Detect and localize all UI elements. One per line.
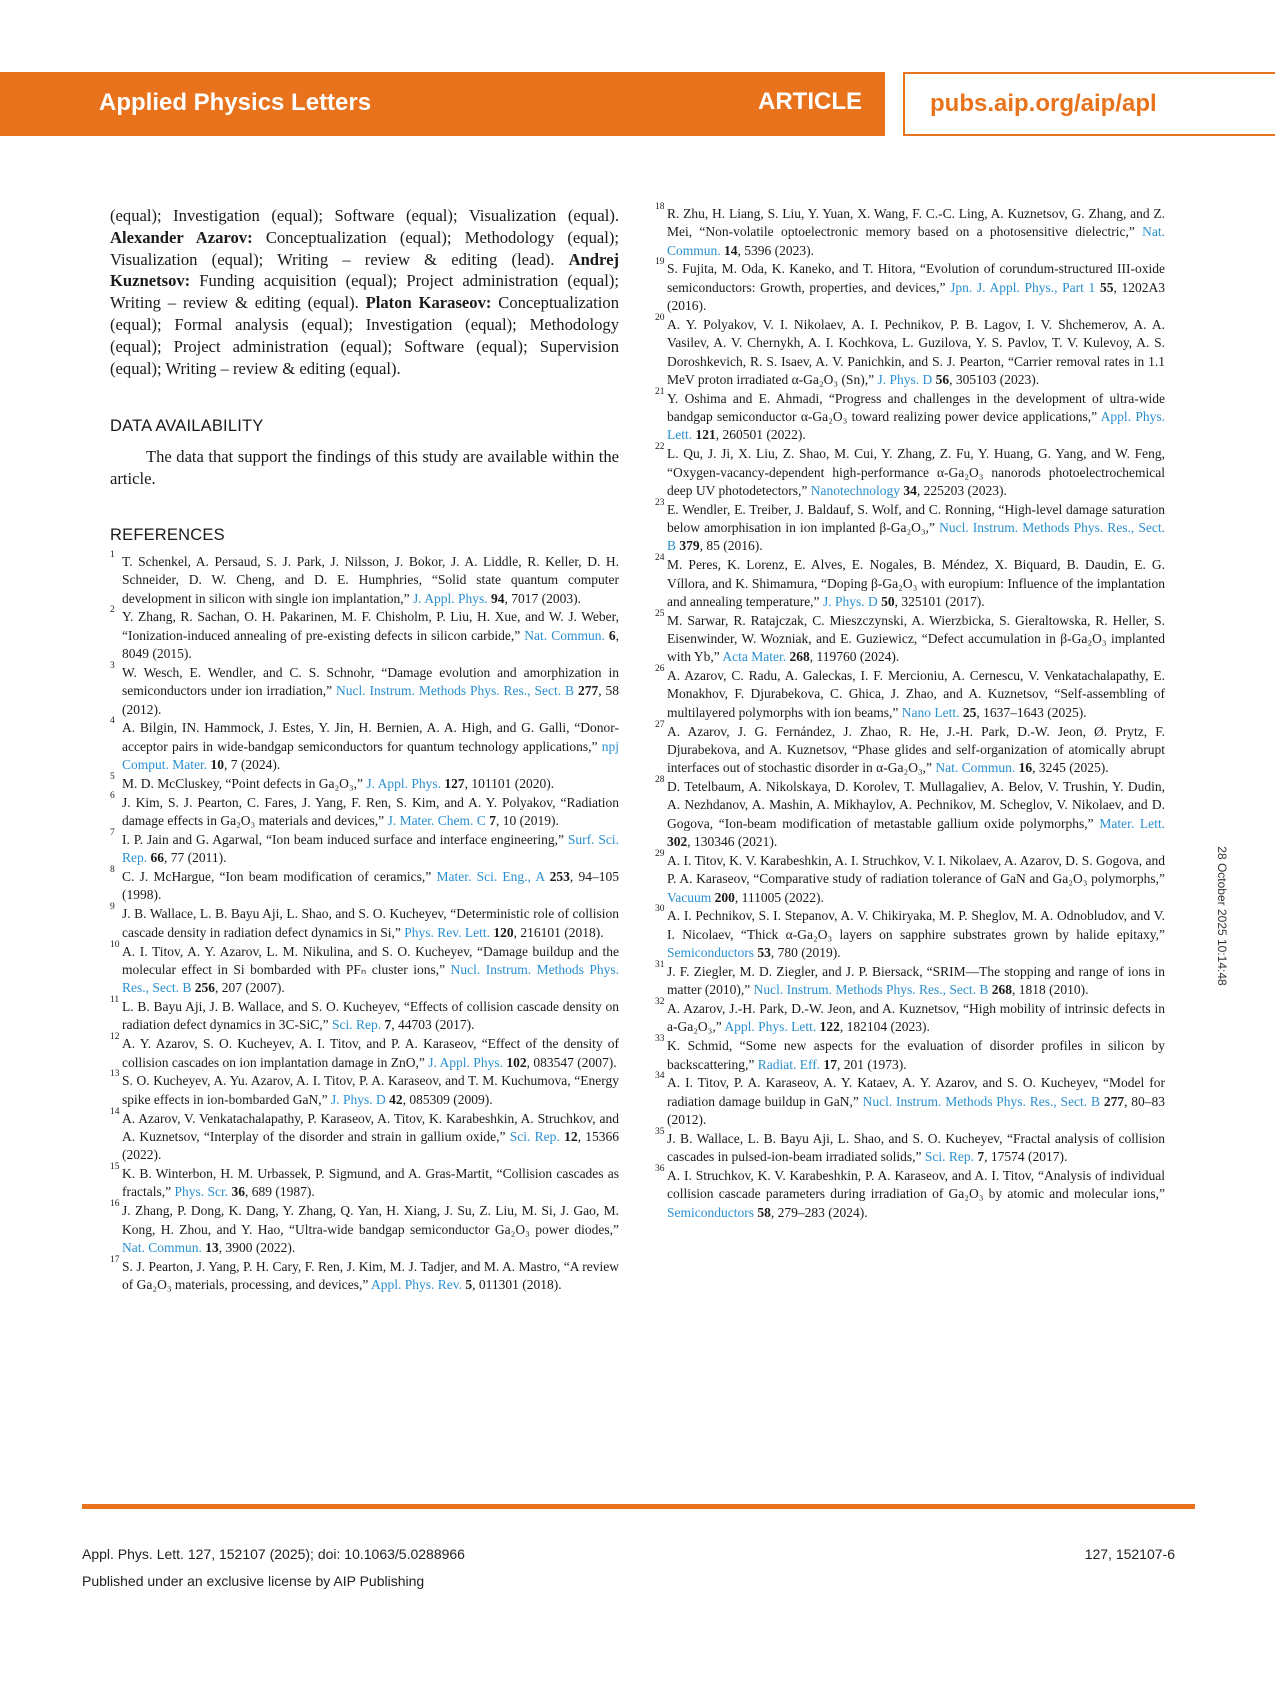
reference-list-left xyxy=(110,549,620,1294)
reference-item xyxy=(110,771,619,793)
reference-journal-link[interactable]: Nat. Commun. xyxy=(667,224,1165,258)
reference-text: A. Y. Polyakov, V. I. Nikolaev, A. I. Pechnikov, P. B. Lagov, I. V. Shchemerov, A. A. Vasilev, A. V. Chernykh, A. I. Kochkova, L. Guzilova, Y. S. Pavlov, T. V. Kulevoy, A. S. Doroshkevich, R. S. Isaev, A. V. Panichkin, and S. J. Pearton, “Carrier removal rates in 1.1 MeV proton irradiated α-Ga₂O₃ (Sn),” xyxy=(667,316,1165,387)
data-availability-heading: DATA AVAILABILITY xyxy=(110,417,264,436)
reference-volume: 256 xyxy=(194,980,215,996)
reference-number: 24 xyxy=(655,553,665,564)
footer-divider xyxy=(82,1504,1195,1509)
reference-item xyxy=(655,608,1165,667)
reference-text: A. I. Struchkov, K. V. Karabeshkin, P. A. Karaseov, and A. I. Titov, “Analysis of individual collision cascade parameters during irradiation of Ga₂O₃ by atomic and molecular ions,” xyxy=(667,1168,1165,1202)
reference-item xyxy=(655,997,1165,1037)
credit-text: Conceptualization (equal); Methodology (equal); Visualization (equal); Writing – review & editing (lead). xyxy=(110,227,619,269)
reference-journal-link[interactable]: J. Phys. D xyxy=(330,1091,386,1107)
reference-journal-link[interactable]: Appl. Phys. Rev. xyxy=(370,1277,462,1293)
reference-text: R. Zhu, H. Liang, S. Liu, Y. Yuan, X. Wang, F. C.-C. Ling, A. Kuznetsov, G. Zhang, and Z. Mei, “Non-volatile optoelectronic memory based on a photosensitive dielectric,” xyxy=(667,206,1165,240)
footer-page-number: 127, 152107-6 xyxy=(1084,1546,1175,1562)
reference-item xyxy=(655,1126,1165,1167)
reference-journal-link[interactable]: Nucl. Instrum. Methods Phys. Res., Sect. B xyxy=(122,961,619,996)
reference-volume: 16 xyxy=(1018,760,1033,776)
reference-volume: 268 xyxy=(789,649,810,665)
reference-pages-year: , 780 (2019). xyxy=(770,945,841,960)
reference-text: Y. Zhang, R. Sachan, O. H. Pakarinen, M. F. Chisholm, P. Liu, H. Xue, and W. J. Weber, “Ionization-induced annealing of pre-existing defects in silicon carbide,” xyxy=(122,609,619,643)
reference-volume: 55 xyxy=(1099,279,1114,295)
reference-volume: 10 xyxy=(210,757,224,773)
reference-text: K. Schmid, “Some new aspects for the evaluation of disorder profiles in silicon by backscattering,” xyxy=(667,1038,1165,1072)
reference-text: M. Sarwar, R. Ratajczak, C. Mieszczynski, A. Wierzbicka, S. Gieraltowska, R. Heller, S. Eisenwinder, W. Wozniak, and E. Guziewicz, “Defect accumulation in β-Ga₂O₃ implanted with Yb,” xyxy=(667,612,1165,665)
data-availability-text: The data that support the findings of this study are available within the article. xyxy=(110,447,619,489)
reference-list-right xyxy=(655,202,1166,1222)
reference-volume: 7 xyxy=(977,1149,985,1165)
reference-pages-year: , 15366 (2022). xyxy=(122,1128,620,1163)
reference-text: A. Y. Azarov, S. O. Kucheyev, A. I. Titov, and P. A. Karaseov, “Effect of the density of collision cascades on ion implantation damage in ZnO,” xyxy=(122,1036,619,1070)
reference-pages-year: , 58 (2012). xyxy=(122,683,619,717)
reference-number: 15 xyxy=(110,1162,120,1173)
reference-number: 20 xyxy=(655,312,665,323)
reference-pages-year: , 1637–1643 (2025). xyxy=(976,704,1087,720)
reference-volume: 5 xyxy=(465,1277,473,1293)
reference-volume: 302 xyxy=(667,834,688,850)
reference-text: I. P. Jain and G. Agarwal, “Ion beam induced surface and interface engineering,” xyxy=(122,831,568,847)
reference-journal-link[interactable]: J. Appl. Phys. xyxy=(428,1054,503,1070)
reference-text: A. I. Titov, P. A. Karaseov, A. Y. Kataev, A. Y. Azarov, and S. O. Kucheyev, “Model for radiation damage buildup in GaN,” xyxy=(667,1075,1165,1109)
reference-journal-link[interactable]: Nano Lett. xyxy=(901,704,960,720)
reference-pages-year: , 130346 (2021). xyxy=(687,834,778,850)
reference-journal-link[interactable]: Nucl. Instrum. Methods Phys. Res., Sect. B xyxy=(336,683,575,699)
reference-pages-year: , 8049 (2015). xyxy=(122,627,620,662)
reference-volume: 7 xyxy=(489,813,496,829)
reference-volume: 66 xyxy=(150,850,164,866)
author-contributions xyxy=(110,205,619,379)
reference-pages-year: , 325101 (2017). xyxy=(894,593,985,609)
reference-volume: 379 xyxy=(679,538,700,554)
reference-text: S. J. Pearton, J. Yang, P. H. Cary, F. Ren, J. Kim, M. J. Tadjer, and M. A. Mastro, “A review of Ga₂O₃ materials, processing, and devices,” xyxy=(122,1258,619,1293)
reference-pages-year: , 7 (2024). xyxy=(224,757,281,773)
reference-number: 29 xyxy=(655,848,665,859)
reference-pages-year: , 3900 (2022). xyxy=(218,1239,296,1255)
reference-item xyxy=(655,386,1165,445)
reference-number: 26 xyxy=(655,664,665,675)
reference-text: J. Zhang, P. Dong, K. Dang, Y. Zhang, Q. Yan, H. Xiang, J. Su, Z. Liu, M. Si, J. Gao, M. Kong, H. Zhou, and Y. Hao, “Ultra-wide bandgap semiconductor Ga₂O₃ power diodes,” xyxy=(122,1203,619,1237)
reference-number: 11 xyxy=(110,995,120,1006)
reference-pages-year: , 44703 (2017). xyxy=(391,1017,475,1033)
reference-number: 5 xyxy=(110,771,115,782)
reference-item xyxy=(655,1164,1165,1222)
reference-volume: 277 xyxy=(577,683,599,699)
reference-number: 7 xyxy=(110,827,115,838)
reference-volume: 58 xyxy=(757,1204,771,1220)
reference-number: 35 xyxy=(655,1126,665,1137)
reference-item xyxy=(110,716,619,774)
reference-journal-link[interactable]: J. Phys. D xyxy=(877,371,933,387)
reference-journal-link[interactable]: J. Appl. Phys. xyxy=(412,590,488,606)
reference-number: 12 xyxy=(110,1032,120,1043)
reference-volume: 102 xyxy=(506,1054,527,1070)
credit-author-name: Alexander Azarov: xyxy=(110,227,253,247)
reference-number: 1 xyxy=(110,549,115,560)
reference-pages-year: , 7017 (2003). xyxy=(504,590,581,606)
reference-item xyxy=(110,1162,619,1202)
reference-pages-year: , 085309 (2009). xyxy=(402,1091,493,1107)
reference-number: 27 xyxy=(655,719,665,730)
reference-text: W. Wesch, E. Wendler, and C. S. Schnohr, “Damage evolution and amorphization in semiconductors under ion irradiation,” xyxy=(122,664,619,699)
reference-pages-year: , 5396 (2023). xyxy=(737,242,815,258)
reference-pages-year: , 111005 (2022). xyxy=(734,889,824,905)
reference-volume: 17 xyxy=(823,1056,837,1072)
reference-text: D. Tetelbaum, A. Nikolskaya, D. Korolev, T. Mullagaliev, A. Belov, V. Trushin, Y. Dudin, A. Nezhdanov, A. Mashin, A. Mikhaylov, A. Pechnikov, M. Scheglov, V. Nikolaev, and D. Gogova, “Ion-beam modification of metastable gallium oxide polymorphs,” xyxy=(667,779,1165,831)
reference-volume: 34 xyxy=(903,482,917,498)
reference-item xyxy=(655,312,1165,389)
reference-journal-link[interactable]: Sci. Rep. xyxy=(924,1149,975,1165)
reference-number: 28 xyxy=(655,775,665,786)
reference-item xyxy=(655,775,1165,851)
reference-journal-link[interactable]: npj Comput. Mater. xyxy=(122,738,619,773)
reference-number: 36 xyxy=(655,1164,665,1175)
reference-text: J. F. Ziegler, M. D. Ziegler, and J. P. Biersack, “SRIM—The stopping and range of ions in matter (2010),” xyxy=(667,963,1165,998)
reference-item xyxy=(110,902,619,942)
reference-volume: 253 xyxy=(549,869,570,885)
reference-item xyxy=(110,790,619,831)
reference-volume: 14 xyxy=(724,242,738,258)
footer-license: Published under an exclusive license by AIP Publishing xyxy=(82,1573,425,1589)
reference-text: S. Fujita, M. Oda, K. Kaneko, and T. Hitora, “Evolution of corundum-structured III-oxide semiconductors: Growth, properties, and devices,” xyxy=(667,261,1165,295)
reference-number: 2 xyxy=(110,605,115,616)
reference-number: 16 xyxy=(110,1199,120,1210)
reference-volume: 56 xyxy=(935,371,950,387)
reference-item xyxy=(110,1032,619,1072)
reference-item xyxy=(110,939,619,998)
reference-pages-year: , 80–83 (2012). xyxy=(667,1093,1165,1128)
reference-pages-year: , 1202A3 (2016). xyxy=(667,279,1166,314)
reference-text: J. Kim, S. J. Pearton, C. Fares, J. Yang, F. Ren, S. Kim, and A. Y. Polyakov, “Radiation damage effects in Ga₂O₃ materials and devices,” xyxy=(122,794,619,829)
reference-pages-year: , 119760 (2024). xyxy=(809,649,900,665)
reference-number: 3 xyxy=(110,660,115,671)
reference-text: S. O. Kucheyev, A. Yu. Azarov, A. I. Titov, P. A. Karaseov, and T. M. Kuchumova, “Energy spike effects in ion-bombarded GaN,” xyxy=(122,1073,619,1107)
reference-item xyxy=(655,848,1165,907)
reference-journal-link[interactable]: J. Appl. Phys. xyxy=(366,775,442,791)
reference-item xyxy=(110,549,619,608)
reference-pages-year: , 182104 (2023). xyxy=(839,1019,930,1035)
reference-pages-year: , 77 (2011). xyxy=(164,850,227,866)
reference-number: 6 xyxy=(110,790,115,801)
reference-pages-year: , 3245 (2025). xyxy=(1032,760,1109,776)
reference-pages-year: , 689 (1987). xyxy=(244,1184,315,1200)
reference-volume: 42 xyxy=(389,1091,403,1107)
reference-number: 30 xyxy=(655,904,665,915)
credit-text: (equal); Investigation (equal); Software (equal); Visualization (equal). xyxy=(110,206,619,225)
reference-journal-link[interactable]: Mater. Lett. xyxy=(1099,815,1165,831)
reference-number: 21 xyxy=(655,386,665,397)
reference-journal-link[interactable]: Surf. Sci. Rep. xyxy=(122,831,620,866)
credit-text: Funding acquisition (equal); Project administration (equal); Writing – review & editing (equal). xyxy=(110,271,619,313)
journal-header xyxy=(0,72,1275,136)
reference-volume: 13 xyxy=(205,1239,219,1255)
reference-text: L. B. Bayu Aji, J. B. Wallace, and S. O. Kucheyev, “Effects of collision cascade density on radiation defect dynamics in 3C-SiC,” xyxy=(122,999,619,1033)
reference-number: 23 xyxy=(655,497,665,508)
header-bar xyxy=(0,72,885,136)
reference-journal-link[interactable]: Jpn. J. Appl. Phys., Part 1 xyxy=(950,279,1096,295)
journal-title: Applied Physics Letters xyxy=(99,89,372,116)
reference-journal-link[interactable]: Sci. Rep. xyxy=(331,1017,382,1033)
reference-text: J. B. Wallace, L. B. Bayu Aji, L. Shao, and S. O. Kucheyev, “Fractal analysis of collision cascades in pulsed-ion-beam irradiated solids,” xyxy=(667,1130,1165,1165)
reference-pages-year: , 85 (2016). xyxy=(699,538,763,554)
left-column xyxy=(110,205,619,1295)
reference-item xyxy=(110,827,620,868)
reference-item xyxy=(655,664,1165,722)
footer-citation: Appl. Phys. Lett. 127, 152107 (2025); doi: 10.1063/5.0288966 xyxy=(82,1546,465,1562)
reference-pages-year: , 207 (2007). xyxy=(215,980,285,996)
reference-journal-link[interactable]: Radiat. Eff. xyxy=(757,1056,821,1072)
reference-volume: 268 xyxy=(991,982,1012,998)
credit-author-name: Platon Karaseov: xyxy=(365,293,492,313)
reference-volume: 6 xyxy=(608,627,616,643)
reference-item xyxy=(655,257,1166,315)
reference-journal-link[interactable]: Nat. Commun. xyxy=(122,1239,202,1255)
reference-journal-link[interactable]: J. Phys. D xyxy=(822,593,878,609)
reference-item xyxy=(110,1069,619,1109)
reference-number: 25 xyxy=(655,608,665,619)
reference-text: L. Qu, J. Ji, X. Liu, Z. Shao, M. Cui, Y. Zhang, Z. Fu, Y. Huang, G. Yang, and W. Feng, “Oxygen-vacancy-dependent high-performance α-Ga₂O₃ nanorods photoelectrochemical deep UV photodetectors,” xyxy=(667,446,1165,498)
reference-text: C. J. McHargue, “Ion beam modification of ceramics,” xyxy=(122,869,437,885)
reference-number: 18 xyxy=(655,202,665,212)
reference-number: 10 xyxy=(110,939,120,950)
reference-journal-link[interactable]: Nucl. Instrum. Methods Phys. Res., Sect. B xyxy=(862,1093,1100,1109)
reference-journal-link[interactable]: Semiconductors xyxy=(667,945,754,960)
reference-volume: 121 xyxy=(695,427,716,443)
reference-text: E. Wendler, E. Treiber, J. Baldauf, S. Wolf, and C. Ronning, “High-level damage saturation below amorphisation in ion implanted β-Ga₂O₃,” xyxy=(667,501,1165,536)
reference-pages-year: , 94–105 (1998). xyxy=(122,869,620,903)
reference-text: Y. Oshima and E. Ahmadi, “Progress and challenges in the development of ultra-wide bandgap semiconductor α-Ga₂O₃ toward realizing power device applications,” xyxy=(667,390,1165,425)
reference-journal-link[interactable]: Sci. Rep. xyxy=(509,1128,560,1144)
reference-item xyxy=(110,1106,620,1165)
reference-journal-link[interactable]: Mater. Sci. Eng., A xyxy=(436,869,545,885)
reference-pages-year: , 225203 (2023). xyxy=(916,482,1007,498)
download-timestamp: 28 October 2025 10:14:48 xyxy=(1215,846,1229,986)
reference-item xyxy=(110,605,620,663)
reference-number: 8 xyxy=(110,865,115,876)
reference-number: 9 xyxy=(110,902,115,913)
reference-item xyxy=(655,553,1165,611)
reference-text: A. Bilgin, IN. Hammock, J. Estes, Y. Jin, H. Bernien, A. A. High, and G. Galli, “Donor-acceptor pairs in wide-bandgap semiconductors for quantum technology applications,” xyxy=(122,720,619,754)
reference-item xyxy=(655,1071,1165,1129)
reference-text: A. Azarov, J.-H. Park, D.-W. Jeon, and A. Kuznetsov, “High mobility of intrinsic defects in a-Ga₂O₃,” xyxy=(667,1001,1165,1035)
reference-number: 34 xyxy=(655,1071,665,1082)
reference-pages-year: , 083547 (2007). xyxy=(526,1054,617,1070)
reference-journal-link[interactable]: Acta Mater. xyxy=(722,649,787,665)
reference-number: 22 xyxy=(655,442,665,453)
reference-text: A. Azarov, V. Venkatachalapathy, P. Karaseov, A. Titov, K. Karabeshkin, A. Struchkov, and A. Kuznetsov, “Interplay of the disorder and strain in gallium oxide,” xyxy=(122,1110,619,1144)
reference-item xyxy=(655,442,1165,500)
reference-number: 31 xyxy=(655,959,665,970)
credit-text: Conceptualization (equal); Formal analysis (equal); Investigation (equal); Methodology (equal); Project administration (equal); Software (equal); Supervision (equal); Writing – review & editing (equal). xyxy=(110,293,619,378)
reference-item xyxy=(110,660,619,719)
reference-number: 14 xyxy=(110,1106,120,1117)
reference-journal-link[interactable]: Nucl. Instrum. Methods Phys. Res., Sect. B xyxy=(753,982,989,998)
reference-volume: 25 xyxy=(962,704,977,720)
reference-text: A. Azarov, J. G. Fernández, J. Zhao, R. He, J.-H. Park, D.-W. Jeon, Ø. Prytz, F. Djurabekova, and A. Kuznetsov, “Phase glides and self-organization of atomically abrupt interfaces out of stochastic disorder in α-Ga₂O₃,” xyxy=(667,723,1165,776)
reference-number: 33 xyxy=(655,1034,665,1045)
reference-pages-year: , 101101 (2020). xyxy=(464,775,555,791)
reference-journal-link[interactable]: Nat. Commun. xyxy=(524,627,605,643)
reference-journal-link[interactable]: Nanotechnology xyxy=(810,482,900,498)
reference-volume: 200 xyxy=(714,889,735,905)
reference-journal-link[interactable]: Nucl. Instrum. Methods Phys. Res., Sect. B xyxy=(667,520,1165,554)
reference-journal-link[interactable]: J. Mater. Chem. C xyxy=(387,813,486,829)
reference-text: J. B. Wallace, L. B. Bayu Aji, L. Shao, and S. O. Kucheyev, “Deterministic role of collision cascade density in radiation defect dynamics in Si,” xyxy=(122,906,619,940)
reference-text: M. Peres, K. Lorenz, E. Alves, E. Nogales, B. Méndez, X. Biquard, B. Daudin, E. G. Víllora, and K. Shimamura, “Doping β-Ga₂O₃ with europium: Influence of the implantation and annealing temperature,” xyxy=(667,557,1165,609)
reference-pages-year: , 17574 (2017). xyxy=(984,1149,1068,1165)
reference-item xyxy=(110,1199,619,1257)
reference-text: T. Schenkel, A. Persaud, S. J. Park, J. Nilsson, J. Bokor, J. A. Liddle, R. Keller, D. H. Schneider, D. W. Cheng, and D. E. Humphries, “Solid state quantum computer development in silicon with single ion implantation,” xyxy=(122,553,619,606)
reference-number: 17 xyxy=(110,1254,120,1265)
journal-url-box[interactable] xyxy=(903,72,1275,136)
reference-item xyxy=(655,959,1165,1000)
reference-journal-link[interactable]: Nat. Commun. xyxy=(935,760,1016,776)
reference-pages-year: , 10 (2019). xyxy=(495,813,559,829)
reference-journal-link[interactable]: Phys. Scr. xyxy=(174,1184,229,1200)
reference-number: 13 xyxy=(110,1069,120,1080)
reference-text: A. I. Titov, K. V. Karabeshkin, A. I. Struchkov, V. I. Nikolaev, A. Azarov, D. S. Gogova, and P. A. Karaseov, “Comparative study of radiation tolerance of GaN and Ga₂O₃ polymorphs,” xyxy=(667,852,1165,887)
reference-journal-link[interactable]: Appl. Phys. Lett. xyxy=(667,409,1165,443)
reference-volume: 122 xyxy=(819,1019,840,1035)
reference-text: A. Azarov, C. Radu, A. Galeckas, I. F. Mercioniu, A. Cernescu, V. Venkatachalapathy, E. Monakhov, F. Djurabekova, C. Ghica, J. Zhao, and A. Kuznetsov, “Self-assembling of multilayered polymorphs with ion beams,” xyxy=(667,668,1165,720)
reference-number: 4 xyxy=(110,716,115,727)
reference-pages-year: , 260501 (2022). xyxy=(715,427,806,443)
references-heading: REFERENCES xyxy=(110,525,225,544)
reference-volume: 120 xyxy=(493,924,514,940)
reference-journal-link[interactable]: Vacuum xyxy=(667,889,712,905)
right-column xyxy=(655,202,1166,1223)
reference-item xyxy=(655,904,1165,962)
reference-text: A. I. Pechnikov, S. I. Stepanov, A. V. Chikiryaka, M. P. Sheglov, M. A. Odnobludov, and V. I. Nicolaev, “Thick α-Ga₂O₃ layers on sapphire substrates grown by halide epitaxy,” xyxy=(667,908,1165,942)
reference-journal-link[interactable]: Phys. Rev. Lett. xyxy=(404,924,491,940)
reference-text: M. D. McCluskey, “Point defects in Ga₂O₃,” xyxy=(122,775,367,791)
reference-volume: 94 xyxy=(491,590,505,606)
reference-pages-year: , 201 (1973). xyxy=(836,1056,907,1072)
reference-item xyxy=(655,202,1165,260)
reference-item xyxy=(110,865,620,905)
reference-pages-year: , 305103 (2023). xyxy=(949,371,1040,387)
reference-volume: 36 xyxy=(231,1184,245,1200)
reference-item xyxy=(655,719,1165,778)
reference-item xyxy=(655,497,1165,556)
reference-volume: 12 xyxy=(564,1128,578,1144)
reference-text: A. I. Titov, A. Y. Azarov, L. M. Nikulina, and S. O. Kucheyev, “Damage buildup and the molecular effect in Si bombarded with PFₙ cluster ions,” xyxy=(122,943,619,977)
reference-number: 19 xyxy=(655,257,665,268)
credit-author-name: Andrej Kuznetsov: xyxy=(110,249,619,291)
reference-volume: 127 xyxy=(444,775,465,791)
reference-item xyxy=(110,1254,619,1295)
reference-pages-year: , 011301 (2018). xyxy=(472,1277,562,1293)
reference-volume: 277 xyxy=(1103,1093,1125,1109)
reference-volume: 53 xyxy=(757,945,771,960)
reference-pages-year: , 216101 (2018). xyxy=(513,924,604,940)
reference-journal-link[interactable]: Appl. Phys. Lett. xyxy=(724,1019,817,1035)
reference-pages-year: , 279–283 (2024). xyxy=(770,1204,868,1220)
reference-journal-link[interactable]: Semiconductors xyxy=(667,1204,754,1220)
reference-number: 32 xyxy=(655,997,665,1008)
reference-text: K. B. Winterbon, H. M. Urbassek, P. Sigmund, and A. Gras-Martit, “Collision cascades as fractals,” xyxy=(122,1166,619,1200)
reference-item xyxy=(110,995,619,1035)
reference-pages-year: , 1818 (2010). xyxy=(1011,982,1089,998)
journal-url-link[interactable]: pubs.aip.org/aip/apl xyxy=(930,90,1157,117)
article-type-label: ARTICLE xyxy=(758,88,862,115)
reference-volume: 7 xyxy=(384,1017,392,1033)
reference-item xyxy=(655,1034,1165,1074)
reference-volume: 50 xyxy=(881,593,895,609)
